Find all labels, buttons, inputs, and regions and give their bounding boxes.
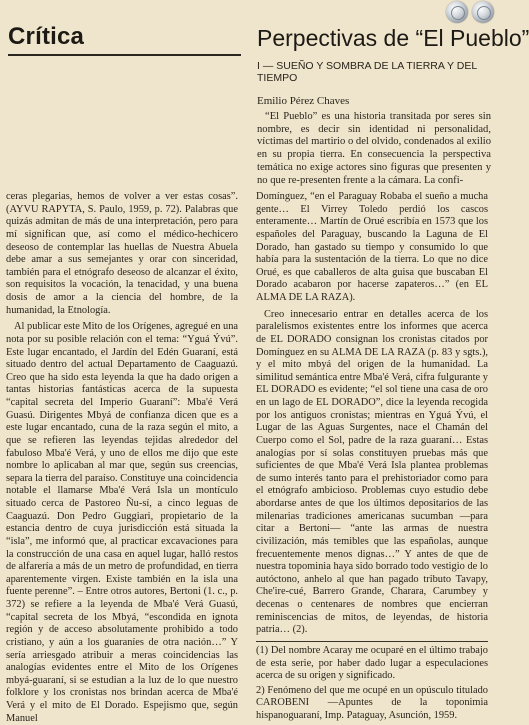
section-heading-rule	[8, 54, 241, 56]
paragraph: Creo innecesario entrar en detalles acerca de los paralelismos existentes entre los informes que acerca de EL DORADO consignan los cronistas citados por Domínguez en su ALMA DE LA RAZA (p. 83 y sgts.), y el mito mbyá del origen de la humanidad. La similitud semántica entre Mba'é Verá, cifra fulgurante y EL DORADO es evidente; “el sol tiene una casa de oro en un lago de EL DORADO”, dice la leyenda recogida por los antiguos cronistas; mientras en Yguá Ývú, el Lugar de las Aguas Surgentes, nace el Chamán del Cuerpo como el Sol, padre de la raza guaraní… Estas analogías por sí solas constituyen pruebas más que suficientes de que Mba'é Verá Isla plantea problemas de sumo interés tanto para el prehistoriador como para el etnógrafo ambicioso. Problemas cuyo estudio debe abordarse antes de que los últimos depositarios de las milenarias tradiciones americanas sucumban —para citar a Bertoni— “ante las armas de nuestra civilización, más temibles que las españolas, aunque frecuentemente menos dignas…” Y antes de que de nuestra topominia haya sido borrado todo vestigio de lo autóctono, anhelo al que han pagado tributo Tavapy, Che'ire-cué, Barrero Grande, Charara, Carumbey y decenas o centenares de nombres que encierran reminiscencias de mitos, de leyendas, de historia patria… (2).	[256, 308, 488, 636]
coin-icon	[446, 1, 468, 23]
footnote: 2) Fenómeno del que me ocupé en un opúsculo titulado CAROBENI —Apuntes de la toponimia hispanoguaraní, Imp. Pataguay, Asunción, 1959.	[256, 684, 488, 721]
corner-coins	[446, 1, 498, 25]
paragraph: Domínguez, “en el Paraguay Robaba el sueño a mucha gente… El Virrey Toledo perdió los cascos enteramente… Martín de Orué escribía en 1573 que los españoles del Paraguay, buscando la Laguna de El Dorado, han gastado su tiempo y consumido lo que había para la sustentación de la tierra. Lo que no dice Orué, es que caballeros de alta guisa que buscaban El Dorado acabaron por hacerse zapateros…” (en EL ALMA DE LA RAZA).	[256, 191, 488, 303]
article-intro: “El Pueblo” es una historia transitada por seres sin nombre, es decir sin identidad ni personalidad, víctimas del martirio o del olvido, condenados al exilio en su propia tierra. En consecuencia la perspectiva temática no exige actores sino figuras que presenten y no que re-presenten frente a la cámara. La confi-	[257, 111, 491, 186]
article-subtitle: I — SUEÑO Y SOMBRA DE LA TIERRA Y DEL TIEMPO	[257, 60, 477, 84]
article-title: Perpectivas de “El Pueblo”	[257, 25, 529, 51]
footnote-rule	[256, 641, 488, 642]
footnote: (1) Del nombre Acaray me ocuparé en el último trabajo de esta serie, por haber dado lugar a especulaciones acerca de su origen y significado.	[256, 644, 488, 682]
article-author: Emilio Pérez Chaves	[257, 95, 350, 107]
right-column	[256, 191, 488, 721]
paragraph: ceras plegarias, hemos de volver a ver estas cosas”. (AYVU RAPYTA, S. Paulo, 1959, p. 72). Palabras que quizás admitan de más de una interpretación, pero para mí significan que, así como el médico-hechicero deseoso de contemplar las huellas de Nuestra Abuela debe amar a sus semejantes y orar con sinceridad, también para el etnógrafo deseoso de alcanzar el éxito, son requisitos la vocación, la tenacidad, y una buena dosis de amor a la ciencia del hombre, de la humanidad, la Etnología.	[6, 191, 238, 316]
section-heading: Crítica	[8, 23, 85, 50]
left-column	[6, 191, 238, 724]
coin-icon	[472, 1, 494, 23]
paragraph: Al publicar este Mito de los Orígenes, agregué en una nota por su posible relación con el tema: “Yguá Ývú”. Este lugar encantado, el Jardín del Edén Guaraní, está situado dentro del actual Departamento de Caaguazú. Creo que ha sido esta leyenda la que ha dado origen a tantas historias fantásticas acerca de la supuesta “capital secreta del Imperio Guaraní”: Mba'é Verá Guasú. Dirigentes Mbyá de confianza dicen que es a este lugar encantado, cuna de la raza según el mito, a que se refieren las leyendas tejidas alrededor del fabuloso Mba'é Verá, y uno de ellos me dijo que este nombre lo aplicaban al mar que, según sus creencias, separa la tierra del paraíso. Constituye una coincidencia notable el llamarse Mba'é Verá Isla un montículo situado cerca de Pastoreo Ñu-sí, a cinco leguas de Caaguazú. Don Pedro Guggiari, propietario de la estancia dentro de cuya jurisdicción está situada la “isla”, me informó que, al practicar excavaciones para la construcción de una casa en aquel lugar, halló restos de alfarería a más de un metro de profundidad, en tierra aparentemente virgen. Existe también en la isla una fuente perenne”. – Entre otros autores, Bertoni (1. c., p. 372) se refiere a la leyenda de Mba'é Verá Guasú, “capital secreta de los Mbyá, “escondida en ignota región y de acceso absolutamente prohibido a todo cristiano, y aún a los guaraníes de otra nación…” Y sería arriesgado atribuir a meras coincidencias las analogías evidentes entre el Mito de los Orígenes mbyá-guaraní, si se estudian a la luz de lo que nuestro folklore y los cronistas nos brindan acerca de Mba'é Verá y el mito de El Dorado. Espejismo que, según Manuel	[6, 321, 238, 724]
